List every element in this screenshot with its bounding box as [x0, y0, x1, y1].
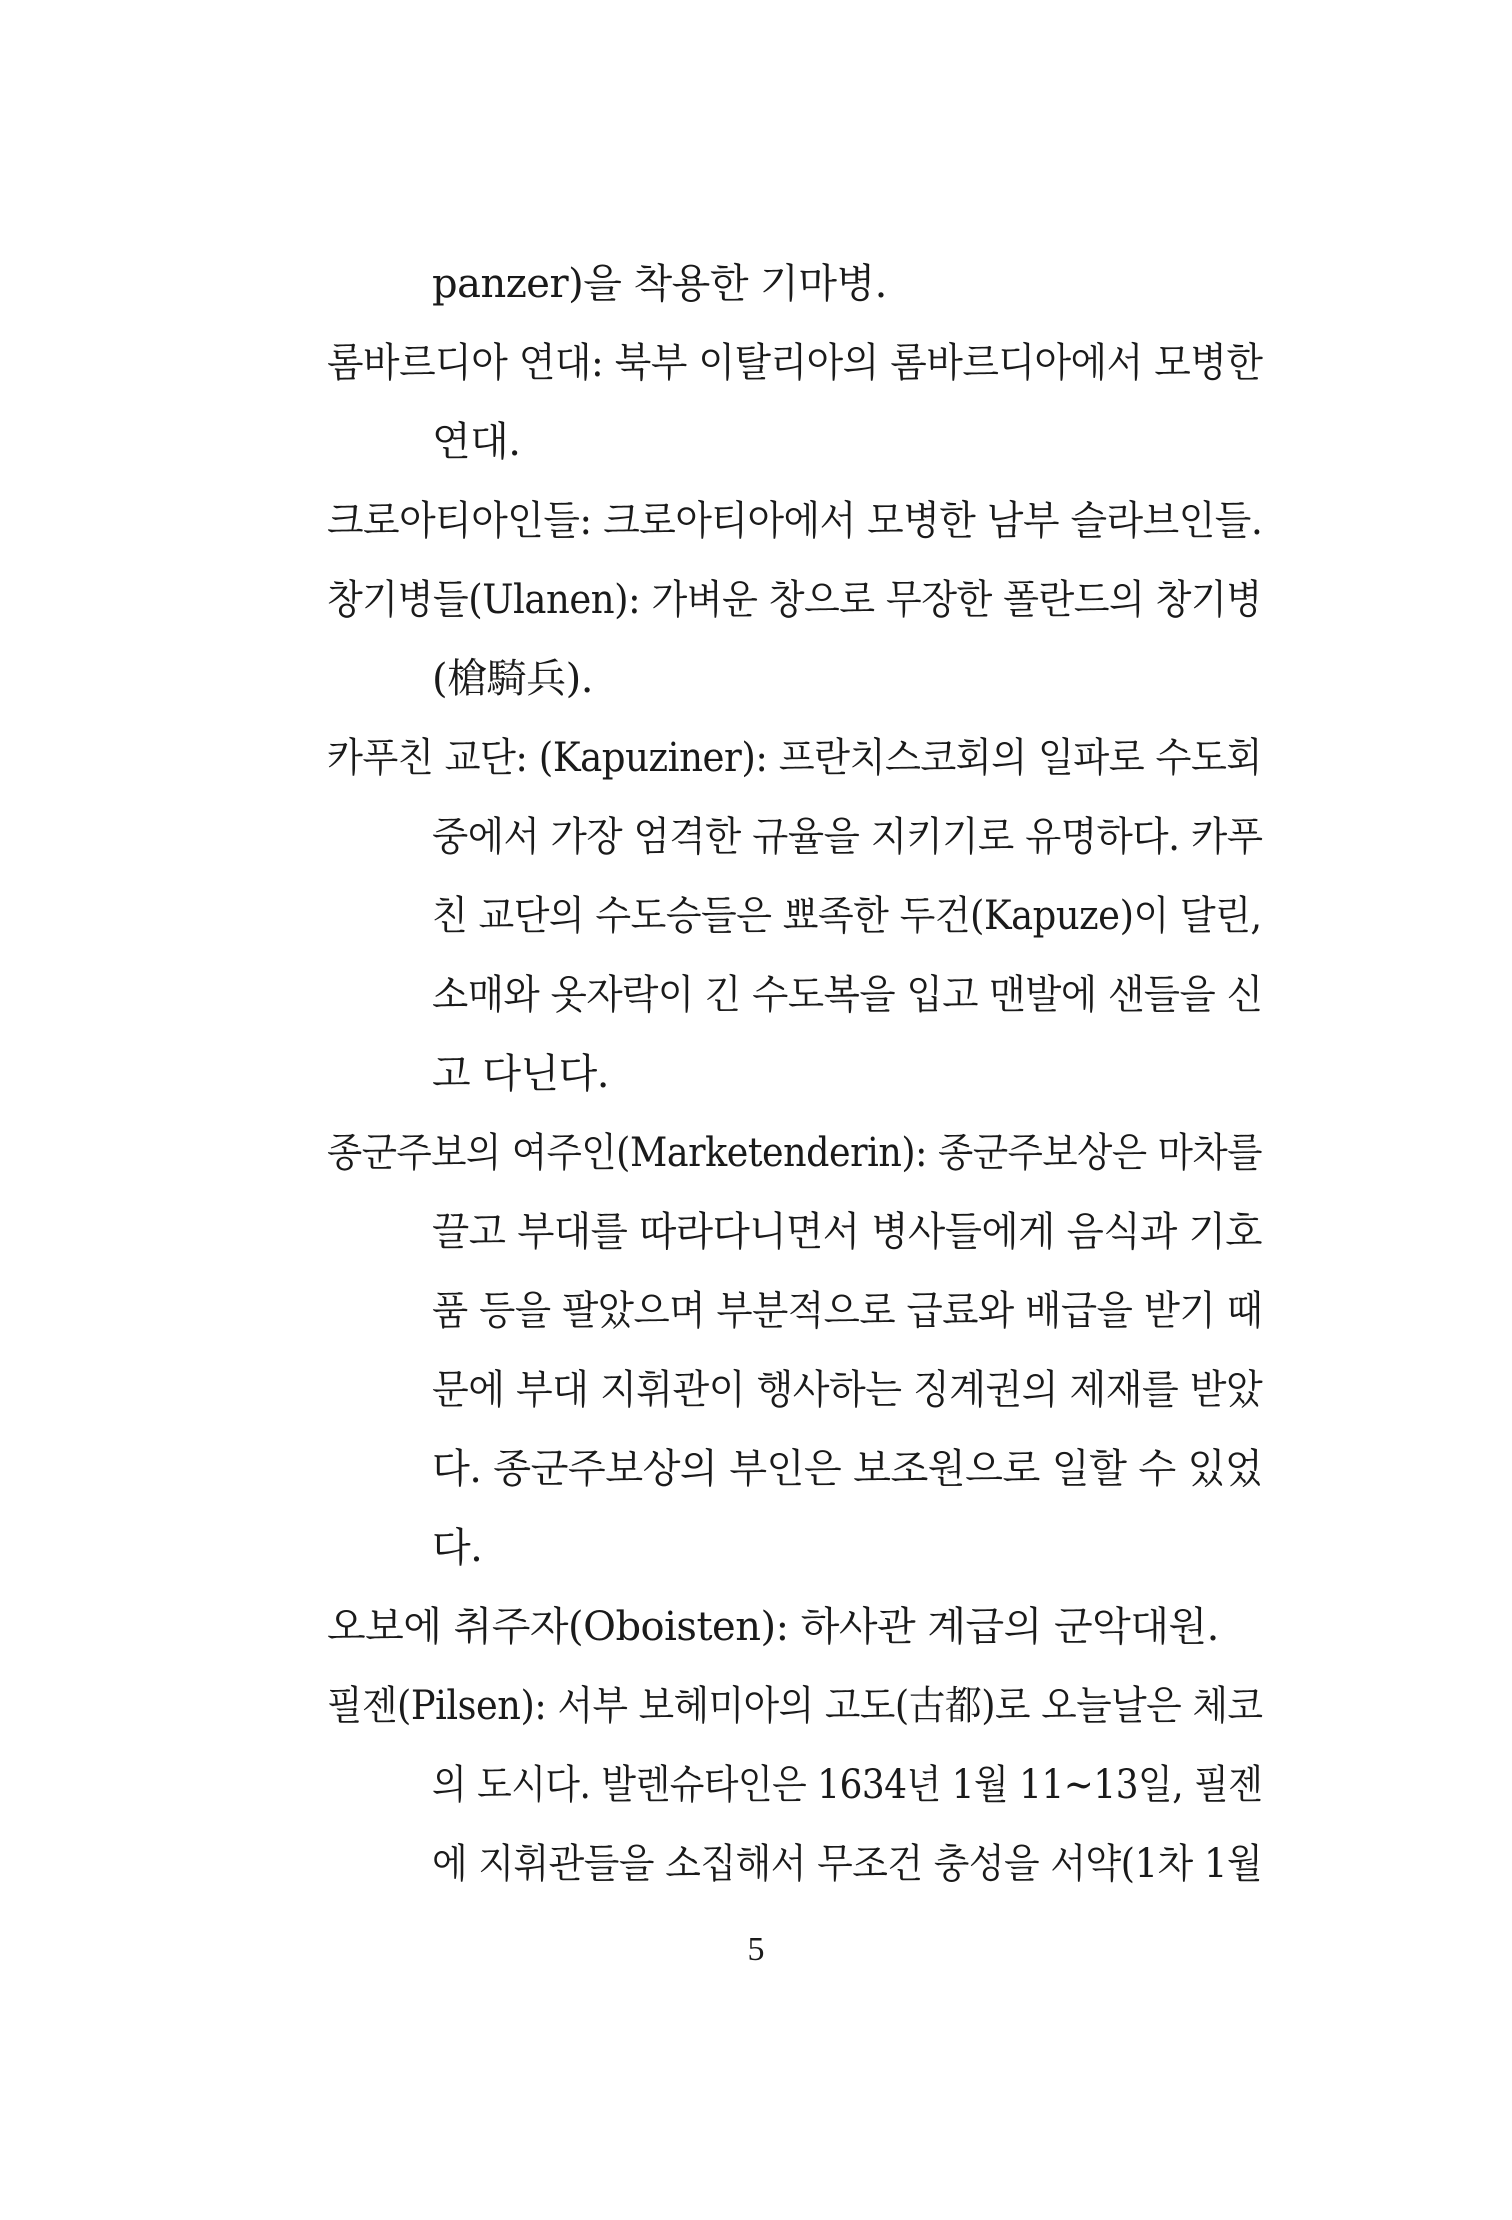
text-line: 크로아티아인들: 크로아티아에서 모병한 남부 슬라브인들. [327, 498, 1263, 544]
text-line: 의 도시다. 발렌슈타인은 1634년 1월 11~13일, 필젠 [432, 1762, 1263, 1808]
text-line: 종군주보의 여주인(Marketenderin): 종군주보상은 마차를 [327, 1130, 1263, 1176]
text-line: (槍騎兵). [432, 656, 593, 702]
page-number: 5 [747, 1931, 765, 1968]
text-line: 끌고 부대를 따라다니면서 병사들에게 음식과 기호 [432, 1209, 1263, 1255]
text-line: 다. [432, 1525, 483, 1571]
text-line: 다. 종군주보상의 부인은 보조원으로 일할 수 있었 [432, 1446, 1263, 1492]
text-line: 오보에 취주자(Oboisten): 하사관 계급의 군악대원. [327, 1604, 1219, 1650]
text-line: 친 교단의 수도승들은 뾰족한 두건(Kapuze)이 달린, [432, 893, 1262, 939]
text-line: 창기병들(Ulanen): 가벼운 창으로 무장한 폴란드의 창기병 [327, 577, 1262, 623]
text-line: 문에 부대 지휘관이 행사하는 징계권의 제재를 받았 [432, 1367, 1263, 1413]
text-line: panzer)을 착용한 기마병. [432, 261, 887, 307]
text-line: 중에서 가장 엄격한 규율을 지키기로 유명하다. 카푸 [432, 814, 1263, 860]
text-line: 소매와 옷자락이 긴 수도복을 입고 맨발에 샌들을 신 [432, 972, 1263, 1018]
text-line: 품 등을 팔았으며 부분적으로 급료와 배급을 받기 때 [432, 1288, 1263, 1334]
text-line: 카푸친 교단: (Kapuziner): 프란치스코회의 일파로 수도회 [327, 735, 1262, 781]
text-line: 연대. [432, 419, 521, 465]
text-line: 롬바르디아 연대: 북부 이탈리아의 롬바르디아에서 모병한 [327, 340, 1263, 386]
text-line: 고 다닌다. [432, 1051, 609, 1097]
text-line: 필젠(Pilsen): 서부 보헤미아의 고도(古都)로 오늘날은 체코 [327, 1683, 1263, 1729]
text-line: 에 지휘관들을 소집해서 무조건 충성을 서약(1차 1월 [432, 1841, 1263, 1887]
